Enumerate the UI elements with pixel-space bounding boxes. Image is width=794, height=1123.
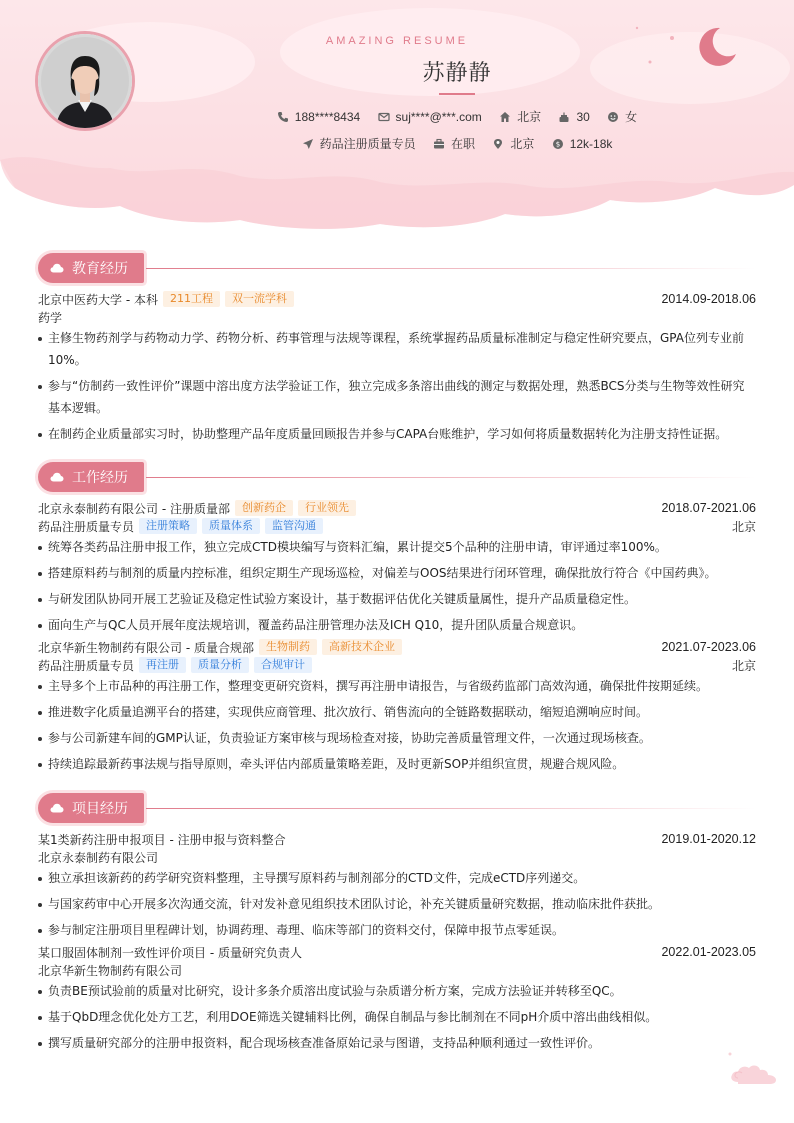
- job-bullet: 推进数字化质量追溯平台的搭建，实现供应商管理、批次放行、销售流向的全链路数据联动，缩短追溯响应时间。: [38, 701, 756, 723]
- education-bullet: 主修生物药剂学与药物动力学、药物分析、药事管理与法规等课程，系统掌握药品质量标准制定与稳定性研究要点，GPA位列专业前10%。: [38, 327, 756, 371]
- job-entry: [38, 638, 756, 775]
- job-bullet: 与研发团队协同开展工艺验证及稳定性试验方案设计，基于数据评估优化关键质量属性，提升产品质量稳定性。: [38, 588, 756, 610]
- resume-subtitle: AMAZING RESUME: [325, 35, 469, 47]
- role-tag: 质量分析: [191, 657, 249, 673]
- project-org: 北京永泰制药有限公司: [38, 850, 159, 865]
- role-tag: 再注册: [139, 657, 186, 673]
- education-bullet: 在制药企业质量部实习时，协助整理产品年度质量回顾报告并参与CAPA台账维护，学习如何将质量数据转化为注册支持性证据。: [38, 423, 756, 445]
- svg-text:$: $: [555, 140, 560, 149]
- education-section: [38, 253, 756, 449]
- role-tag: 质量体系: [202, 518, 260, 534]
- project-bullet: 与国家药审中心开展多次沟通交流，针对发补意见组织技术团队讨论，补充关键质量研究数据，推动临床批件获批。: [38, 893, 756, 915]
- home-icon: [499, 111, 511, 123]
- briefcase-icon: [433, 138, 445, 150]
- target-city-item: [492, 135, 534, 152]
- work-title-badge: [38, 462, 144, 492]
- project-bullet: 撰写质量研究部分的注册申报资料，配合现场核查准备原始记录与图谱，支持品种顺利通过一致性评价。: [38, 1032, 756, 1054]
- project-entry: [38, 830, 756, 941]
- job-role: 药品注册质量专员: [38, 658, 135, 673]
- section-divider: [146, 808, 756, 809]
- phone-item: [277, 110, 360, 124]
- work-header: [38, 462, 756, 492]
- company-tag: 高新技术企业: [322, 639, 402, 655]
- status-item: [433, 135, 475, 152]
- cloud-icon: [50, 472, 64, 482]
- name-underline: [439, 93, 475, 95]
- resume-header: [0, 0, 794, 230]
- send-icon: [302, 138, 314, 150]
- project-date: 2019.01-2020.12: [661, 832, 756, 846]
- cloud-icon: [50, 263, 64, 273]
- major-name: 药学: [38, 310, 63, 325]
- job-bullet: 参与公司新建车间的GMP认证，负责验证方案审核与现场检查对接，协助完善质量管理文件，一次通过现场核查。: [38, 727, 756, 749]
- projects-section: [38, 793, 756, 1058]
- age-item: [558, 110, 589, 124]
- school-name: 北京中医药大学 - 本科: [38, 292, 158, 307]
- position-item: [302, 135, 416, 152]
- school-tag: 211工程: [163, 291, 220, 307]
- city-text: 北京: [517, 110, 542, 124]
- email-address: suj****@***.com: [395, 109, 482, 124]
- job-date: 2018.07-2021.06: [661, 501, 756, 515]
- projects-title: 项目经历: [72, 801, 128, 817]
- project-bullet: 负责BE预试验前的质量对比研究，设计多条介质溶出度试验与杂质谱分析方案，完成方法验证并转移至QC。: [38, 980, 756, 1002]
- candidate-name: 苏静静: [422, 61, 492, 86]
- job-bullet: 搭建原料药与制剂的质量内控标准，组织定期生产现场巡检，对偏差与OOS结果进行闭环管理，确保批放行符合《中国药典》。: [38, 562, 756, 584]
- phone-number: 188****8434: [294, 109, 361, 124]
- education-date: 2014.09-2018.06: [661, 292, 756, 306]
- section-divider: [146, 477, 756, 478]
- email-item: [378, 110, 482, 124]
- status-text: 在职: [450, 137, 475, 151]
- role-tag: 合规审计: [254, 657, 312, 673]
- project-date: 2022.01-2023.05: [661, 945, 756, 959]
- project-org: 北京华新生物制药有限公司: [38, 963, 183, 978]
- job-city: 北京: [731, 519, 756, 534]
- cake-icon: [558, 111, 570, 123]
- job-entry: [38, 499, 756, 636]
- coin-icon: [552, 138, 564, 150]
- project-bullet: 参与制定注册项目里程碑计划，协调药理、毒理、临床等部门的资料交付，保障申报节点零延误。: [38, 919, 756, 941]
- gender-text: 女: [625, 110, 638, 124]
- project-name: 某口服固体制剂一致性评价项目 - 质量研究负责人: [38, 945, 302, 960]
- city-item: [499, 108, 541, 125]
- job-role: 药品注册质量专员: [38, 519, 135, 534]
- project-bullet: 基于QbD理念优化处方工艺，利用DOE筛选关键辅料比例，确保自制品与参比制剂在不同pH介质中溶出曲线相似。: [38, 1006, 756, 1028]
- education-title-badge: [38, 253, 144, 283]
- role-tag: 监管沟通: [265, 518, 323, 534]
- project-name: 某1类新药注册申报项目 - 注册申报与资料整合: [38, 832, 286, 847]
- salary-item: [552, 137, 613, 151]
- education-title: 教育经历: [72, 261, 128, 277]
- project-bullet: 独立承担该新药的药学研究资料整理，主导撰写原料药与制剂部分的CTD文件，完成eCTD序列递交。: [38, 867, 756, 889]
- cloud-icon: [50, 803, 64, 813]
- company-tag: 创新药企: [235, 500, 293, 516]
- role-tag: 注册策略: [139, 518, 197, 534]
- section-divider: [146, 268, 756, 269]
- company-name: 北京华新生物制药有限公司 - 质量合规部: [38, 640, 254, 655]
- job-city: 北京: [731, 658, 756, 673]
- education-header: [38, 253, 756, 283]
- education-entry: [38, 290, 756, 445]
- smile-icon: [607, 111, 619, 123]
- location-icon: [492, 138, 504, 150]
- company-tag: 行业领先: [298, 500, 356, 516]
- position-text: 药品注册质量专员: [319, 137, 416, 151]
- job-date: 2021.07-2023.06: [661, 640, 756, 654]
- project-entry: [38, 943, 756, 1054]
- intent-row: [0, 135, 794, 153]
- projects-header: [38, 793, 756, 823]
- target-city-text: 北京: [510, 137, 535, 151]
- education-bullet: 参与“仿制药一致性评价”课题中溶出度方法学验证工作，独立完成多条溶出曲线的测定与数据处理，熟悉BCS分类与生物等效性研究基本逻辑。: [38, 375, 756, 419]
- salary-text: 12k-18k: [569, 136, 613, 151]
- job-bullet: 持续追踪最新药事法规与指导原则，牵头评估内部质量策略差距，及时更新SOP并组织宣贯，规避合规风险。: [38, 753, 756, 775]
- school-tag: 双一流学科: [225, 291, 294, 307]
- work-section: [38, 462, 756, 779]
- footer-cloud-decoration: [726, 1050, 786, 1086]
- work-title: 工作经历: [72, 470, 128, 486]
- job-bullet: 面向生产与QC人员开展年度法规培训，覆盖药品注册管理办法及ICH Q10，提升团队质量合规意识。: [38, 614, 756, 636]
- company-tag: 生物制药: [259, 639, 317, 655]
- phone-icon: [277, 111, 289, 123]
- company-name: 北京永泰制药有限公司 - 注册质量部: [38, 501, 230, 516]
- job-bullet: 统筹各类药品注册申报工作，独立完成CTD模块编写与资料汇编，累计提交5个品种的注册申请，审评通过率100%。: [38, 536, 756, 558]
- mail-icon: [378, 111, 390, 123]
- job-bullet: 主导多个上市品种的再注册工作，整理变更研究资料，撰写再注册申请报告，与省级药监部门高效沟通，确保批件按期延续。: [38, 675, 756, 697]
- contact-row: [0, 108, 794, 126]
- gender-item: [607, 108, 637, 125]
- projects-title-badge: [38, 793, 144, 823]
- age-text: 30: [576, 109, 590, 124]
